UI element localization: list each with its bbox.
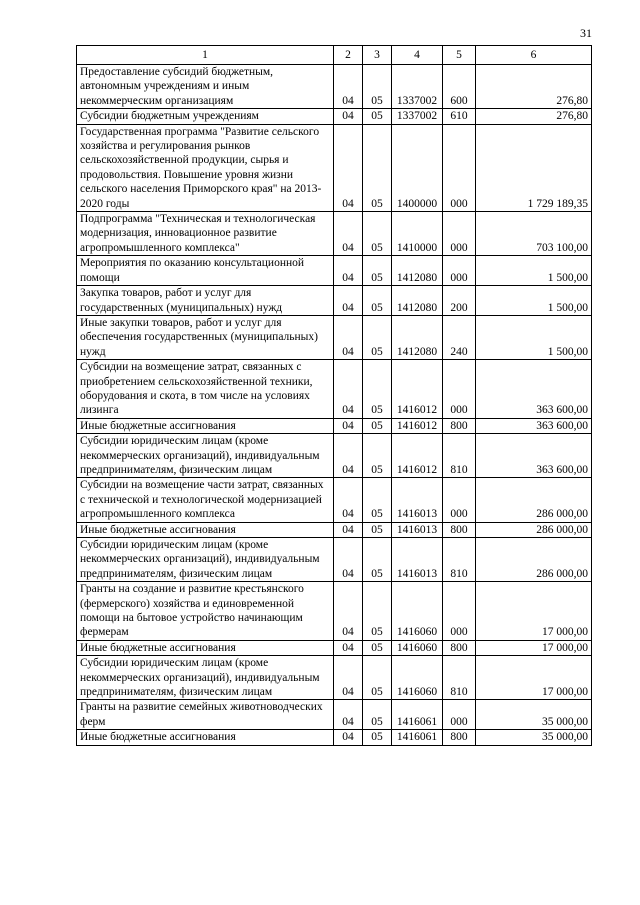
row-subsection-code: 05	[363, 730, 392, 745]
header-cell: 2	[334, 46, 363, 65]
row-expense-type-code: 610	[443, 109, 476, 124]
budget-table	[76, 45, 592, 746]
row-section-code: 04	[334, 434, 363, 478]
row-expense-type-code: 800	[443, 730, 476, 745]
row-target-article-code: 1416013	[392, 478, 443, 522]
row-subsection-code: 05	[363, 582, 392, 641]
row-subsection-code: 05	[363, 360, 392, 419]
table-row	[77, 640, 592, 655]
table-row	[77, 124, 592, 211]
row-section-code: 04	[334, 256, 363, 286]
row-amount: 363 600,00	[476, 434, 592, 478]
row-section-code: 04	[334, 315, 363, 359]
row-amount: 363 600,00	[476, 418, 592, 433]
row-target-article-code: 1337002	[392, 65, 443, 109]
row-target-article-code: 1412080	[392, 315, 443, 359]
row-amount: 17 000,00	[476, 582, 592, 641]
row-description: Подпрограмма "Техническая и технологическая модернизация, инновационное развитие агропромышленного комплекса"	[77, 212, 334, 256]
row-target-article-code: 1416013	[392, 522, 443, 537]
row-expense-type-code: 810	[443, 434, 476, 478]
row-amount: 1 500,00	[476, 286, 592, 316]
row-expense-type-code: 600	[443, 65, 476, 109]
row-amount: 286 000,00	[476, 538, 592, 582]
row-section-code: 04	[334, 360, 363, 419]
table-header-row	[77, 46, 592, 65]
row-expense-type-code: 240	[443, 315, 476, 359]
table-row	[77, 478, 592, 522]
row-subsection-code: 05	[363, 700, 392, 730]
row-amount: 1 729 189,35	[476, 124, 592, 211]
row-section-code: 04	[334, 65, 363, 109]
row-section-code: 04	[334, 656, 363, 700]
row-description: Субсидии юридическим лицам (кроме некоммерческих организаций), индивидуальным предпринимателям, физическим лицам	[77, 656, 334, 700]
row-amount: 1 500,00	[476, 256, 592, 286]
row-amount: 1 500,00	[476, 315, 592, 359]
row-expense-type-code: 000	[443, 700, 476, 730]
row-expense-type-code: 000	[443, 582, 476, 641]
row-expense-type-code: 800	[443, 418, 476, 433]
table-row	[77, 65, 592, 109]
row-subsection-code: 05	[363, 212, 392, 256]
row-description: Предоставление субсидий бюджетным, автономным учреждениям и иным некоммерческим организациям	[77, 65, 334, 109]
row-subsection-code: 05	[363, 315, 392, 359]
table-row	[77, 538, 592, 582]
row-description: Субсидии бюджетным учреждениям	[77, 109, 334, 124]
row-target-article-code: 1412080	[392, 286, 443, 316]
table-row	[77, 434, 592, 478]
row-subsection-code: 05	[363, 256, 392, 286]
row-target-article-code: 1416012	[392, 418, 443, 433]
table-row	[77, 418, 592, 433]
row-amount: 17 000,00	[476, 656, 592, 700]
row-amount: 276,80	[476, 109, 592, 124]
row-description: Гранты на развитие семейных животноводческих ферм	[77, 700, 334, 730]
row-subsection-code: 05	[363, 109, 392, 124]
row-amount: 17 000,00	[476, 640, 592, 655]
row-section-code: 04	[334, 538, 363, 582]
row-section-code: 04	[334, 640, 363, 655]
row-amount: 276,80	[476, 65, 592, 109]
row-description: Иные закупки товаров, работ и услуг для обеспечения государственных (муниципальных) нужд	[77, 315, 334, 359]
row-expense-type-code: 800	[443, 640, 476, 655]
row-section-code: 04	[334, 109, 363, 124]
row-description: Гранты на создание и развитие крестьянского (фермерского) хозяйства и единовременной помощи на бытовое устройство начинающим фермерам	[77, 582, 334, 641]
row-description: Закупка товаров, работ и услуг для государственных (муниципальных) нужд	[77, 286, 334, 316]
table-row	[77, 109, 592, 124]
row-target-article-code: 1410000	[392, 212, 443, 256]
row-description: Субсидии на возмещение части затрат, связанных с технической и технологической модернизацией агропромышленного комплекса	[77, 478, 334, 522]
row-description: Субсидии юридическим лицам (кроме некоммерческих организаций), индивидуальным предпринимателям, физическим лицам	[77, 538, 334, 582]
row-expense-type-code: 000	[443, 256, 476, 286]
row-expense-type-code: 000	[443, 360, 476, 419]
header-cell: 4	[392, 46, 443, 65]
row-description: Субсидии на возмещение затрат, связанных с приобретением сельскохозяйственной техники, оборудования и скота, в том числе на условиях лизинга	[77, 360, 334, 419]
row-target-article-code: 1337002	[392, 109, 443, 124]
row-amount: 363 600,00	[476, 360, 592, 419]
row-description: Иные бюджетные ассигнования	[77, 640, 334, 655]
row-target-article-code: 1416061	[392, 730, 443, 745]
row-expense-type-code: 800	[443, 522, 476, 537]
row-target-article-code: 1416060	[392, 582, 443, 641]
row-subsection-code: 05	[363, 522, 392, 537]
row-subsection-code: 05	[363, 538, 392, 582]
row-description: Субсидии юридическим лицам (кроме некоммерческих организаций), индивидуальным предпринимателям, физическим лицам	[77, 434, 334, 478]
row-subsection-code: 05	[363, 434, 392, 478]
table-row	[77, 315, 592, 359]
row-target-article-code: 1416013	[392, 538, 443, 582]
table-row	[77, 656, 592, 700]
row-description: Государственная программа "Развитие сельского хозяйства и регулирования рынков сельскохозяйственной продукции, сырья и продовольствия. Повышение уровня жизни сельского населения Приморского края" на 2013-2020 годы	[77, 124, 334, 211]
row-subsection-code: 05	[363, 656, 392, 700]
row-subsection-code: 05	[363, 418, 392, 433]
table-row	[77, 582, 592, 641]
row-section-code: 04	[334, 730, 363, 745]
header-cell: 1	[77, 46, 334, 65]
row-subsection-code: 05	[363, 478, 392, 522]
row-description: Иные бюджетные ассигнования	[77, 522, 334, 537]
table-row	[77, 522, 592, 537]
row-expense-type-code: 200	[443, 286, 476, 316]
table-row	[77, 212, 592, 256]
row-target-article-code: 1400000	[392, 124, 443, 211]
table-row	[77, 256, 592, 286]
header-cell: 5	[443, 46, 476, 65]
table-row	[77, 360, 592, 419]
row-target-article-code: 1416060	[392, 656, 443, 700]
row-expense-type-code: 000	[443, 478, 476, 522]
row-expense-type-code: 810	[443, 656, 476, 700]
row-target-article-code: 1416012	[392, 360, 443, 419]
header-cell: 3	[363, 46, 392, 65]
row-amount: 286 000,00	[476, 522, 592, 537]
row-target-article-code: 1412080	[392, 256, 443, 286]
row-amount: 35 000,00	[476, 730, 592, 745]
row-section-code: 04	[334, 212, 363, 256]
row-target-article-code: 1416012	[392, 434, 443, 478]
row-amount: 35 000,00	[476, 700, 592, 730]
row-section-code: 04	[334, 522, 363, 537]
row-section-code: 04	[334, 418, 363, 433]
row-amount: 286 000,00	[476, 478, 592, 522]
row-subsection-code: 05	[363, 640, 392, 655]
row-description: Мероприятия по оказанию консультационной помощи	[77, 256, 334, 286]
row-section-code: 04	[334, 478, 363, 522]
row-expense-type-code: 000	[443, 212, 476, 256]
row-section-code: 04	[334, 700, 363, 730]
row-target-article-code: 1416060	[392, 640, 443, 655]
table-row	[77, 730, 592, 745]
row-subsection-code: 05	[363, 124, 392, 211]
row-amount: 703 100,00	[476, 212, 592, 256]
row-expense-type-code: 000	[443, 124, 476, 211]
row-section-code: 04	[334, 124, 363, 211]
table-row	[77, 286, 592, 316]
row-expense-type-code: 810	[443, 538, 476, 582]
row-subsection-code: 05	[363, 65, 392, 109]
row-section-code: 04	[334, 286, 363, 316]
row-description: Иные бюджетные ассигнования	[77, 730, 334, 745]
table-row	[77, 700, 592, 730]
header-cell: 6	[476, 46, 592, 65]
page-number: 31	[580, 26, 592, 40]
row-section-code: 04	[334, 582, 363, 641]
row-target-article-code: 1416061	[392, 700, 443, 730]
row-description: Иные бюджетные ассигнования	[77, 418, 334, 433]
row-subsection-code: 05	[363, 286, 392, 316]
